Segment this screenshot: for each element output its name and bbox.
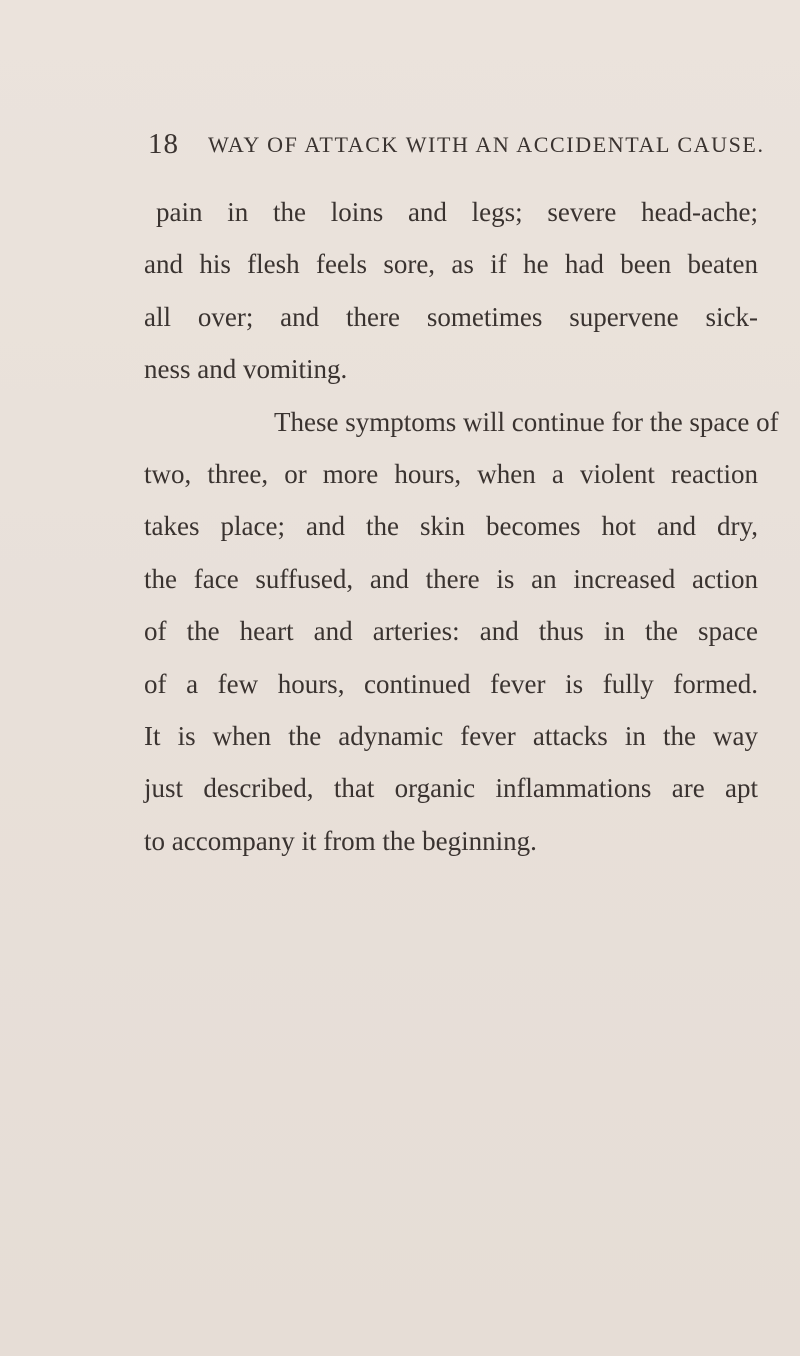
running-title: WAY OF ATTACK WITH AN ACCIDENTAL CAUSE.: [208, 132, 765, 157]
text-line: It is when the adynamic fever attacks in the way: [144, 720, 758, 751]
text-line: ness and vomiting.: [144, 354, 348, 385]
text-line: two, three, or more hours, when a violent reaction: [144, 458, 758, 489]
text-line: pain in the loins and legs; severe head-ache;: [156, 197, 758, 227]
text-line: and his flesh feels sore, as if he had been beaten: [144, 249, 758, 280]
text-line: of the heart and arteries: and thus in the space: [144, 616, 758, 647]
text-line: all over; and there sometimes supervene sick-: [144, 301, 758, 332]
text-line: takes place; and the skin becomes hot and dry,: [144, 511, 758, 542]
page-number: 18: [148, 128, 179, 160]
text-line: of a few hours, continued fever is fully formed.: [144, 668, 758, 699]
text-line: to accompany it from the beginning.: [144, 825, 537, 856]
text-line: just described, that organic inflammations are apt: [144, 773, 758, 804]
running-head: [148, 128, 768, 168]
body-text: [144, 186, 779, 867]
text-line: the face suffused, and there is an increased action: [144, 563, 758, 594]
paragraph-start-line: These symptoms will continue for the space of: [274, 406, 779, 437]
